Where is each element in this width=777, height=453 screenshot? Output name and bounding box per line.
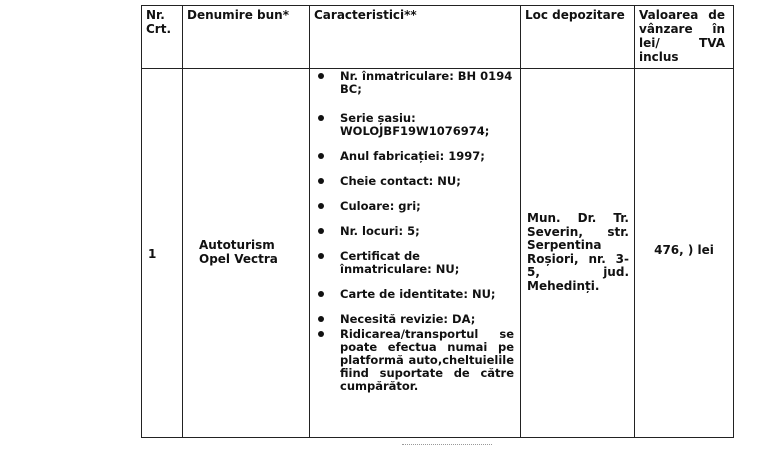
characteristic-text: Ridicarea/transportul se poate efectua numai pe platformă auto,cheltuielile fiind suportate de către cumpărător. — [340, 327, 514, 393]
characteristic-text: Nr. locuri: 5; — [340, 224, 420, 238]
sale-value: 476, ) lei — [654, 243, 714, 257]
characteristic-item — [314, 150, 514, 163]
characteristic-item — [314, 225, 514, 238]
inventory-table — [141, 5, 734, 438]
header-valoare-line3: lei/ TVA — [639, 36, 725, 50]
characteristic-item — [314, 112, 514, 138]
header-caracteristici: Caracteristici** — [310, 6, 521, 69]
storage-location: Mun. Dr. Tr. Severin, str. Serpentina Roșiori, nr. 3-5, jud. Mehedinți. — [527, 211, 629, 293]
bullet-icon — [318, 203, 324, 209]
row-number: 1 — [148, 247, 157, 261]
table-row — [142, 69, 734, 438]
bullet-icon — [318, 178, 324, 184]
characteristic-text: Cheie contact: NU; — [340, 174, 461, 188]
characteristic-text: Certificat de înmatriculare: NU; — [340, 249, 460, 276]
scan-artifact-line — [402, 444, 492, 446]
characteristic-item — [314, 328, 514, 393]
characteristic-text: Culoare: gri; — [340, 199, 421, 213]
cell-loc — [521, 69, 635, 438]
characteristic-item — [314, 200, 514, 213]
bullet-icon — [318, 153, 324, 159]
bullet-icon — [318, 331, 324, 337]
bullet-icon — [318, 291, 324, 297]
bullet-icon — [318, 73, 324, 79]
characteristic-item — [314, 175, 514, 188]
header-nr-crt: Nr. Crt. — [142, 6, 183, 69]
characteristic-item — [314, 313, 514, 326]
characteristic-text: Nr. înmatriculare: BH 0194 BC; — [340, 69, 513, 96]
table-header-row — [142, 6, 734, 69]
characteristic-item — [314, 250, 514, 276]
cell-nr — [142, 69, 183, 438]
header-denumire: Denumire bun* — [183, 6, 310, 69]
characteristic-text: Carte de identitate: NU; — [340, 287, 496, 301]
header-valoare-line1: Valoarea de — [639, 8, 725, 22]
characteristic-text: Necesită revizie: DA; — [340, 312, 476, 326]
characteristic-item — [314, 70, 514, 96]
characteristic-text: Serie șasiu: WOLOJBF19W1076974; — [340, 111, 490, 138]
header-valoare — [635, 6, 734, 69]
bullet-icon — [318, 115, 324, 121]
characteristic-text: Anul fabricației: 1997; — [340, 149, 485, 163]
header-valoare-line2: vânzare în — [639, 22, 725, 36]
cell-valoare — [635, 69, 734, 438]
bullet-icon — [318, 253, 324, 259]
characteristics-list — [314, 70, 514, 393]
header-valoare-line4: inclus — [639, 50, 679, 64]
characteristic-item — [314, 288, 514, 301]
bullet-icon — [318, 228, 324, 234]
cell-denumire — [183, 69, 310, 438]
cell-caracteristici — [310, 69, 521, 438]
header-loc-depozitare: Loc depozitare — [521, 6, 635, 69]
bullet-icon — [318, 316, 324, 322]
item-name: Autoturism Opel Vectra — [199, 238, 278, 266]
